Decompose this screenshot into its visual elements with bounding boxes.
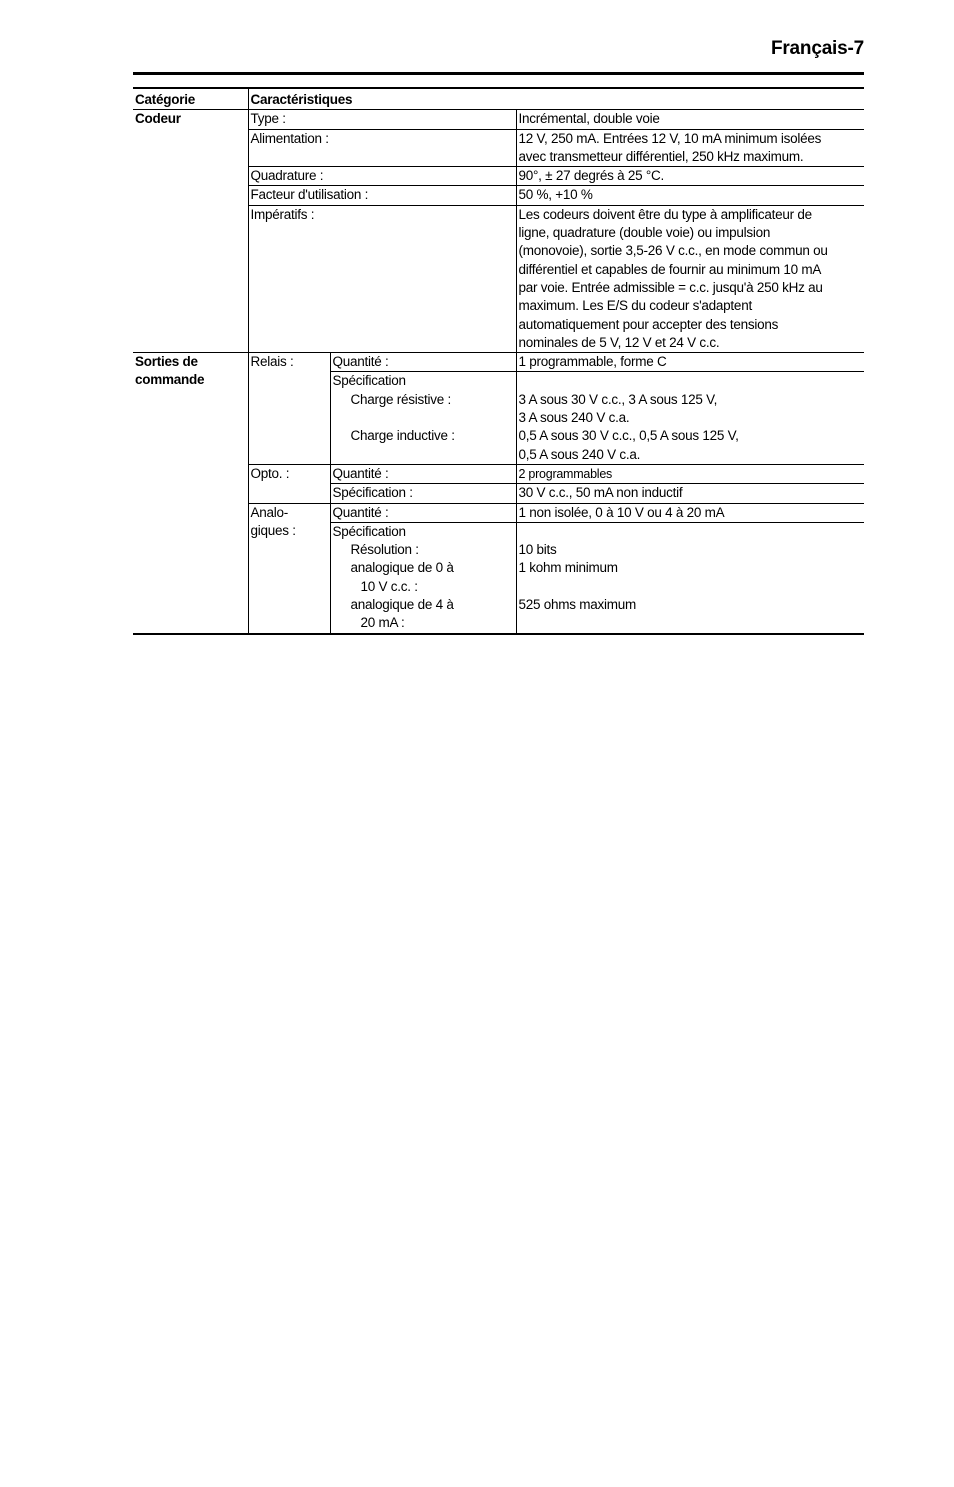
table-row <box>133 353 864 372</box>
row-value: 3 A sous 30 V c.c., 3 A sous 125 V, 3 A sous 240 V c.a. 0,5 A sous 30 V c.c., 0,5 A sous 125 V, 0,5 A sous 240 V c.a. <box>516 372 864 464</box>
group-relais: Relais : <box>248 353 330 465</box>
row-value: 50 %, +10 % <box>516 186 864 205</box>
row-value: 2 programmables <box>516 464 864 483</box>
group-opto: Opto. : <box>248 464 330 503</box>
row-label: Quadrature : <box>248 167 516 186</box>
row-value: Incrémental, double voie <box>516 110 864 129</box>
row-value: 1 programmable, forme C <box>516 353 864 372</box>
row-label: Quantité : <box>330 464 516 483</box>
table-row <box>133 110 864 129</box>
category-sorties-de-commande: Sorties de commande <box>133 353 248 634</box>
row-label: Quantité : <box>330 503 516 522</box>
header-category: Catégorie <box>133 88 248 110</box>
row-value: Les codeurs doivent être du type à amplificateur de ligne, quadrature (double voie) ou impulsion (monovoie), sortie 3,5-26 V c.c., en mode commun ou différentiel et capables de fournir au minimum 10 mA par voie. Entrée admissible = c.c. jusqu'à 250 kHz au maximum. Les E/S du codeur s'adaptent automatiquement pour accepter des tensions nominales de 5 V, 12 V et 24 V c.c. <box>516 205 864 352</box>
row-label: Spécification : <box>330 484 516 503</box>
category-codeur: Codeur <box>135 111 181 127</box>
specifications-table <box>133 87 864 635</box>
header-characteristics: Caractéristiques <box>248 88 864 110</box>
top-rule <box>133 72 864 75</box>
row-label: Facteur d'utilisation : <box>248 186 516 205</box>
row-label: Spécification Résolution : analogique de 0 à 10 V c.c. : analogique de 4 à 20 mA : <box>330 522 516 633</box>
page-header: Français-7 <box>770 38 864 59</box>
row-value: 90°, ± 27 degrés à 25 °C. <box>516 167 864 186</box>
row-label: Quantité : <box>330 353 516 372</box>
row-value: 1 non isolée, 0 à 10 V ou 4 à 20 mA <box>516 503 864 522</box>
row-value: 12 V, 250 mA. Entrées 12 V, 10 mA minimum isolées avec transmetteur différentiel, 250 kHz maximum. <box>516 129 864 167</box>
row-value: 30 V c.c., 50 mA non inductif <box>516 484 864 503</box>
row-label: Impératifs : <box>248 205 516 352</box>
row-label: Spécification Charge résistive : Charge inductive : <box>330 372 516 464</box>
group-analogiques: Analo- giques : <box>248 503 330 634</box>
table-header-row <box>133 88 864 110</box>
row-label: Type : <box>248 110 516 129</box>
row-value: 10 bits 1 kohm minimum 525 ohms maximum <box>516 522 864 633</box>
row-label: Alimentation : <box>248 129 516 167</box>
